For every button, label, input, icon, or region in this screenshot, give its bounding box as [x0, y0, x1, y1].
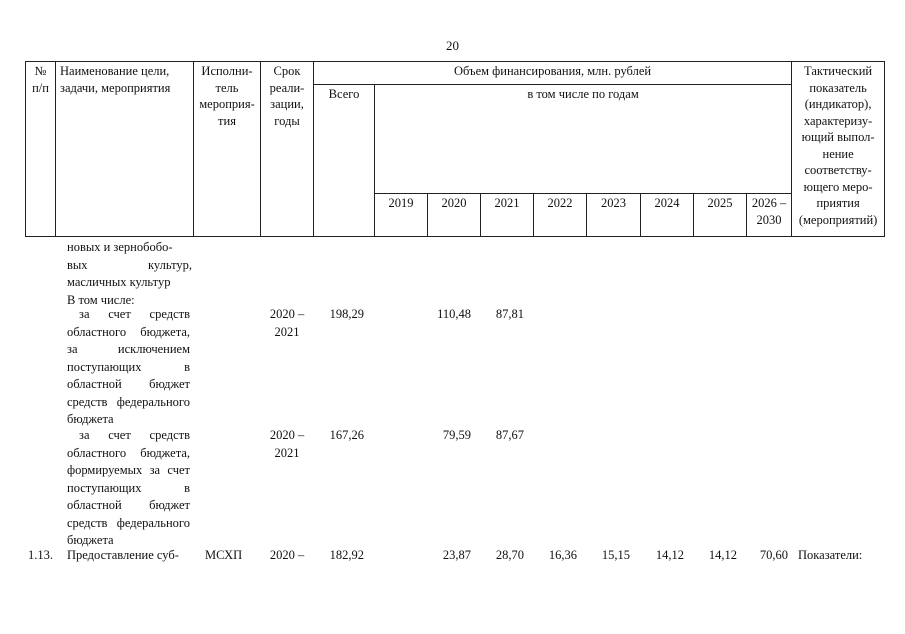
- header-executor: Исполни-тель мероприя-тия: [194, 62, 261, 237]
- continuation-line: новых и зернобобо-: [67, 240, 173, 254]
- row-name: за счет средств областного бюджета, формируемых за счет поступающих в областной бюджет средств федерального бюджета: [67, 428, 190, 547]
- row-2025: 14,12: [708, 548, 737, 562]
- table-header: [25, 61, 885, 237]
- row-2024: 14,12: [655, 548, 684, 562]
- header-year: 2020: [428, 194, 481, 237]
- page-number: 20: [446, 38, 459, 53]
- row-2020: 23,87: [442, 548, 471, 562]
- row-2023: 15,15: [601, 548, 630, 562]
- row-total: 198,29: [329, 307, 364, 321]
- row-2021: 87,67: [495, 428, 524, 442]
- header-year: 2026 – 2030: [747, 194, 792, 237]
- row-2021: 28,70: [495, 548, 524, 562]
- header-by-years: в том числе по годам: [375, 85, 792, 194]
- row-number: 1.13.: [28, 548, 53, 562]
- row-executor: МСХП: [205, 548, 243, 562]
- header-year: 2025: [694, 194, 747, 237]
- header-num: № п/п: [26, 62, 56, 237]
- row-total: 167,26: [329, 428, 364, 442]
- header-name: Наименование цели, задачи, мероприятия: [56, 62, 194, 237]
- row-term: 2020 – 2021: [269, 307, 305, 339]
- row-2020: 110,48: [437, 307, 471, 321]
- header-term: Срок реали-зации, годы: [261, 62, 314, 237]
- row-term: 2020 –: [269, 548, 305, 562]
- continuation-text: [67, 239, 192, 309]
- row-indicator: Показатели:: [798, 548, 863, 562]
- row-2020: 79,59: [442, 428, 471, 442]
- row-name: за счет средств областного бюджета, за исключением поступающих в областной бюджет средств федерального бюджета: [67, 307, 190, 426]
- header-year: 2023: [587, 194, 641, 237]
- row-2026-2030: 70,60: [759, 548, 788, 562]
- header-funding: Объем финансирования, млн. рублей: [314, 62, 792, 85]
- header-year: 2024: [641, 194, 694, 237]
- header-total: Всего: [314, 85, 375, 237]
- header-year: 2019: [375, 194, 428, 237]
- row-2022: 16,36: [548, 548, 577, 562]
- continuation-line: вых культур, масличных культур: [67, 257, 192, 289]
- row-name: Предоставление суб-: [67, 548, 179, 562]
- header-year: 2022: [534, 194, 587, 237]
- row-2021: 87,81: [495, 307, 524, 321]
- row-term: 2020 – 2021: [269, 428, 305, 460]
- header-year: 2021: [481, 194, 534, 237]
- header-indicator: Тактический показатель (индикатор), характеризу-ющий выпол-нение соответству-ющего меро-приятия (мероприятий): [792, 62, 885, 237]
- in-that-label: В том числе:: [67, 292, 135, 307]
- row-total: 182,92: [329, 548, 364, 562]
